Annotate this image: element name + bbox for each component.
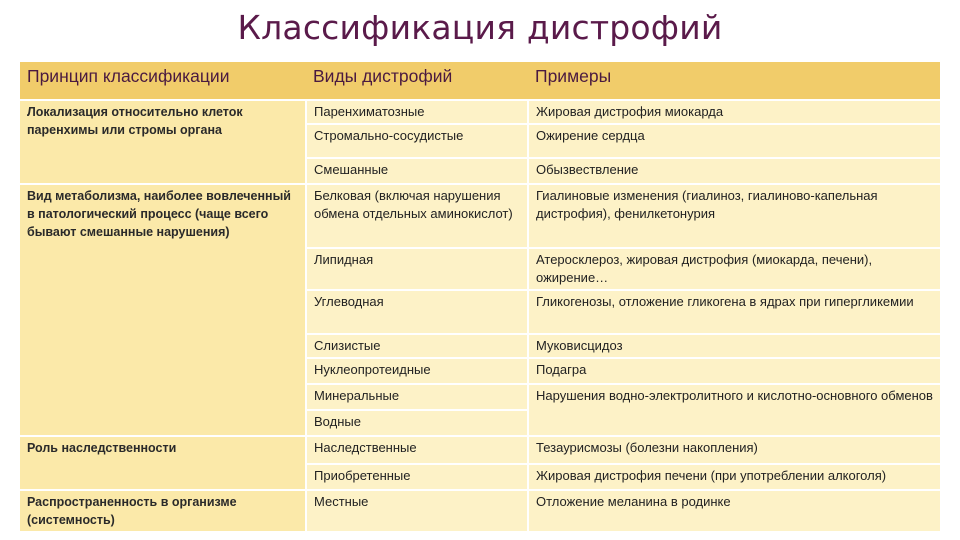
example-cell: Ожирение сердца [528, 124, 940, 158]
header-principle: Принцип классификации [20, 62, 306, 100]
example-cell: Гликогенозы, отложение гликогена в ядрах при гипергликемии [528, 290, 940, 334]
table-row [20, 184, 940, 248]
type-cell: Наследственные [306, 436, 528, 464]
type-cell: Водные [306, 410, 528, 436]
principle-cell: Локализация относительно клеток паренхимы или стромы органа [20, 100, 306, 184]
type-cell: Нуклеопротеидные [306, 358, 528, 384]
example-cell: Подагра [528, 358, 940, 384]
example-cell: Муковисцидоз [528, 334, 940, 358]
type-cell: Углеводная [306, 290, 528, 334]
example-cell: Отложение меланина в родинке [528, 490, 940, 532]
principle-cell: Распространенность в организме (системность) [20, 490, 306, 532]
classification-table [20, 62, 940, 533]
type-cell: Паренхиматозные [306, 100, 528, 124]
example-cell: Обызвествление [528, 158, 940, 184]
example-cell: Гиалиновые изменения (гиалиноз, гиалиново-капельная дистрофия), фенилкетонурия [528, 184, 940, 248]
type-cell: Смешанные [306, 158, 528, 184]
principle-cell: Роль наследственности [20, 436, 306, 490]
example-cell: Жировая дистрофия печени (при употреблении алкоголя) [528, 464, 940, 490]
table-row [20, 436, 940, 464]
table-row [20, 100, 940, 124]
principle-cell: Вид метаболизма, наиболее вовлеченный в патологический процесс (чаще всего бывают смешанные нарушения) [20, 184, 306, 436]
slide-title: Классификация дистрофий [237, 8, 723, 47]
example-cell: Тезаурисмозы (болезни накопления) [528, 436, 940, 464]
type-cell: Стромально-сосудистые [306, 124, 528, 158]
type-cell: Белковая (включая нарушения обмена отдельных аминокислот) [306, 184, 528, 248]
type-cell: Местные [306, 490, 528, 532]
type-cell: Приобретенные [306, 464, 528, 490]
example-cell: Жировая дистрофия миокарда [528, 100, 940, 124]
type-cell: Минеральные [306, 384, 528, 410]
example-cell: Атеросклероз, жировая дистрофия (миокарда, печени), ожирение… [528, 248, 940, 290]
type-cell: Липидная [306, 248, 528, 290]
type-cell: Слизистые [306, 334, 528, 358]
header-types: Виды дистрофий [306, 62, 528, 100]
example-cell: Нарушения водно-электролитного и кислотно-основного обменов [528, 384, 940, 436]
header-examples: Примеры [528, 62, 940, 100]
table-row [20, 490, 940, 532]
table-header-row [20, 62, 940, 100]
